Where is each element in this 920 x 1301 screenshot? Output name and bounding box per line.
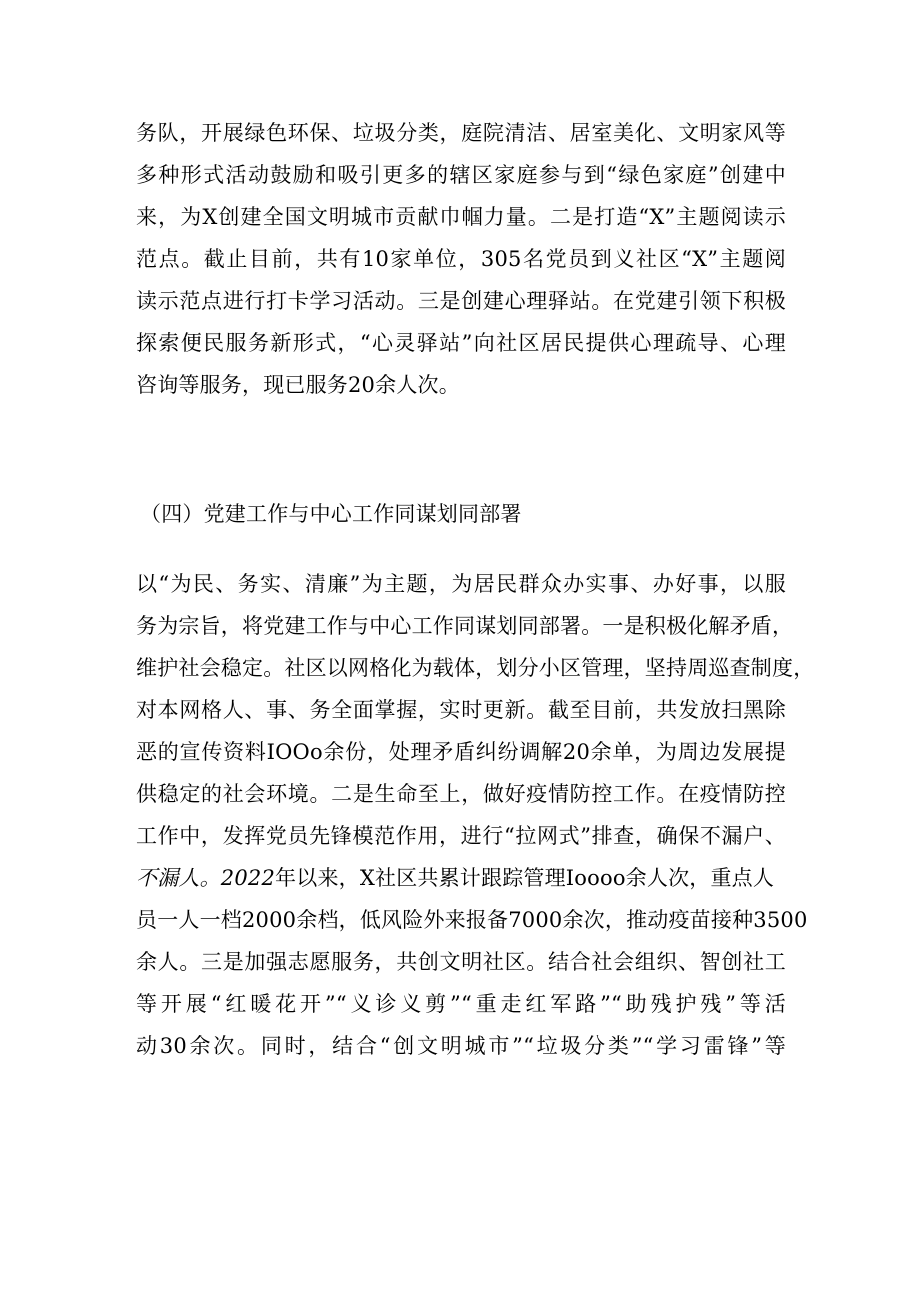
paragraph-1-line-4: 范点。截止目前，共有10家单位，305名党员到义社区“X”主题阅 [136, 247, 786, 271]
paragraph-2-line-2: 务为宗旨，将党建工作与中心工作同谋划同部署。一是积极化解矛盾， [136, 614, 794, 638]
paragraph-2-line-5: 恶的宣传资料IOOo余份，处理矛盾纠纷调解20余单，为周边发展提 [136, 740, 786, 764]
paragraph-2-line-9: 员一人一档2000余档，低风险外来报备7000余次，推动疫苗接种3500 [136, 908, 808, 932]
paragraph-2-line-6: 供稳定的社会环境。二是生命至上，做好疫情防控工作。在疫情防控 [136, 782, 786, 806]
paragraph-1-line-1: 务队，开展绿色环保、垃圾分类，庭院清洁、居室美化、文明家风等 [136, 121, 786, 145]
paragraph-2-line-4: 对本网格人、事、务全面掌握，实时更新。截至目前，共发放扫黑除 [136, 698, 786, 722]
paragraph-2-line-8-rest: 年以来，X社区共累计跟踪管理Ioooo余人次，重点人 [275, 866, 775, 890]
paragraph-2-line-10: 余人。三是加强志愿服务，共创文明社区。结合社会组织、智创社工 [136, 950, 786, 974]
paragraph-1-line-5: 读示范点进行打卡学习活动。三是创建心理驿站。在党建引领下积极 [136, 289, 786, 313]
paragraph-1-line-2: 多种形式活动鼓励和吸引更多的辖区家庭参与到“绿色家庭”创建中 [136, 163, 786, 187]
paragraph-2-line-3: 维护社会稳定。社区以网格化为载体，划分小区管理，坚持周巡查制度， [136, 656, 815, 680]
paragraph-2-line-12: 动30余次。同时，结合“创文明城市”“垃圾分类”“学习雷锋”等 [136, 1034, 786, 1058]
section-heading: （四）党建工作与中心工作同谋划同部署 [140, 502, 522, 526]
paragraph-2-line-11: 等开展“红暖花开”“义诊义剪”“重走红军路”“助残护残”等活 [136, 992, 786, 1016]
paragraph-1-line-6: 探索便民服务新形式，“心灵驿站”向社区居民提供心理疏导、心理 [136, 331, 786, 355]
paragraph-2-line-8 [136, 866, 786, 890]
paragraph-2-line-7: 工作中，发挥党员先锋模范作用，进行“拉网式”排查，确保不漏户、 [136, 824, 786, 848]
paragraph-2-line-8-italic: 不漏人。2022 [136, 866, 276, 890]
paragraph-1-line-7: 咨询等服务，现已服务20余人次。 [136, 373, 460, 397]
paragraph-1-line-3: 来，为X创建全国文明城市贡献巾帼力量。二是打造“X”主题阅读示 [136, 205, 786, 229]
paragraph-2-line-1: 以“为民、务实、清廉”为主题，为居民群众办实事、办好事，以服 [136, 572, 786, 596]
